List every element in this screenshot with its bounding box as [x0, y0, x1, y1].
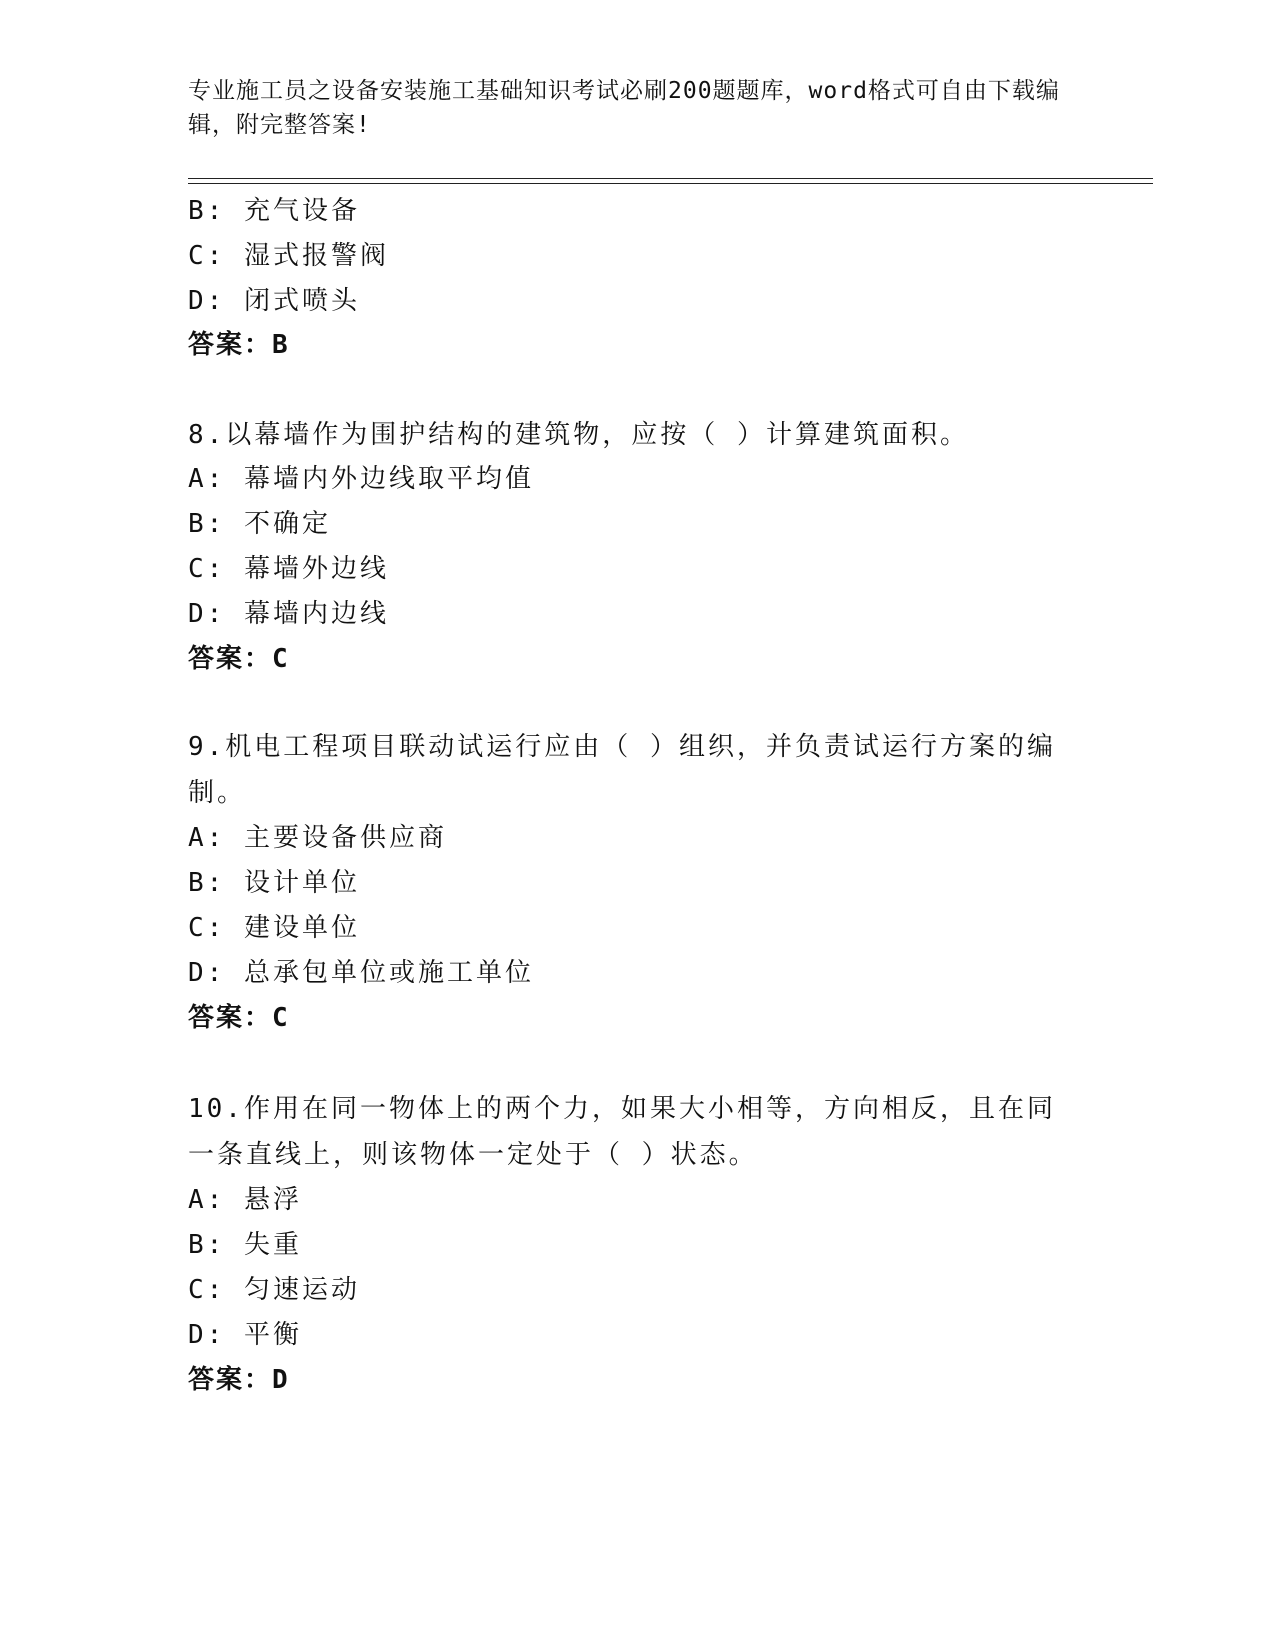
- answer-line: 答案：C: [188, 644, 290, 674]
- document-header: 专业施工员之设备安装施工基础知识考试必刷200题题库，word格式可自由下载编辑，附完整答案!: [188, 78, 1060, 138]
- question-stem: 8.以幕墙作为围护结构的建筑物，应按（ ）计算建筑面积。: [188, 420, 969, 450]
- question-stem: 9.机电工程项目联动试运行应由（ ）组织，并负责试运行方案的编制。: [188, 732, 1056, 808]
- answer-line: 答案：B: [188, 330, 290, 360]
- answer-line: 答案：D: [188, 1365, 290, 1395]
- option-c: C: 幕墙外边线: [188, 554, 389, 584]
- option-a: A: 主要设备供应商: [188, 823, 447, 853]
- option-d: D: 闭式喷头: [188, 286, 360, 316]
- option-b: B: 充气设备: [188, 196, 360, 226]
- question-stem: 10.作用在同一物体上的两个力，如果大小相等，方向相反，且在同一条直线上，则该物体一定处于（ ）状态。: [188, 1094, 1056, 1170]
- option-b: B: 失重: [188, 1230, 302, 1260]
- option-b: B: 不确定: [188, 509, 331, 539]
- option-d: D: 幕墙内边线: [188, 599, 389, 629]
- option-a: A: 幕墙内外边线取平均值: [188, 464, 534, 494]
- header-divider-bottom: [188, 183, 1153, 184]
- option-c: C: 建设单位: [188, 913, 360, 943]
- header-divider-top: [188, 178, 1153, 179]
- option-c: C: 匀速运动: [188, 1275, 360, 1305]
- option-d: D: 平衡: [188, 1320, 302, 1350]
- option-d: D: 总承包单位或施工单位: [188, 958, 534, 988]
- option-a: A: 悬浮: [188, 1185, 302, 1215]
- option-c: C: 湿式报警阀: [188, 241, 389, 271]
- answer-line: 答案：C: [188, 1003, 290, 1033]
- option-b: B: 设计单位: [188, 868, 360, 898]
